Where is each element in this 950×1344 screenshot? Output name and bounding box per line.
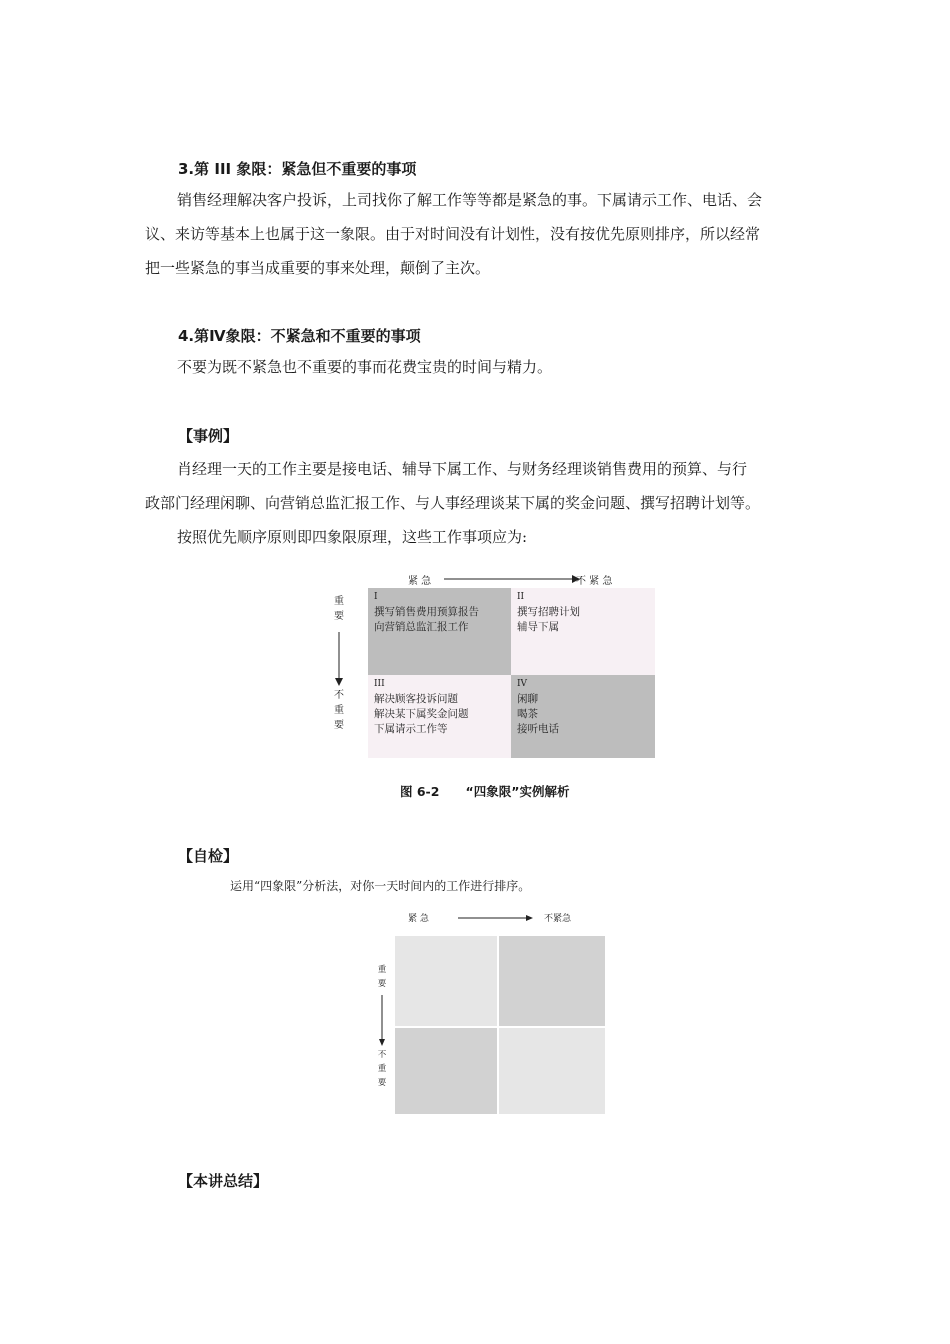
- quadrant-3: [368, 675, 511, 758]
- example-line-3: 按照优先顺序原则即四象限原理，这些工作事项应为:: [177, 528, 528, 546]
- example-body: [145, 452, 825, 554]
- quadrant-4-item: 接听电话: [517, 723, 559, 735]
- blank-quadrant-1: [395, 936, 497, 1026]
- figure-caption: 图 6-2 “四象限”实例解析: [400, 784, 570, 799]
- quadrant-4: [511, 675, 655, 758]
- quadrant-4-item: 喝茶: [517, 708, 538, 720]
- section3-heading: 3.第 III 象限：紧急但不重要的事项: [178, 160, 417, 178]
- horizontal-arrow-2: [456, 913, 536, 923]
- quadrant-1-numeral: I: [374, 592, 378, 602]
- urgent-label-2: 紧 急: [408, 914, 429, 924]
- example-heading: 【事例】: [178, 427, 239, 445]
- horizontal-arrow: [442, 573, 582, 585]
- blank-quadrant-4: [499, 1028, 605, 1114]
- quadrant-3-item: 解决某下属奖金问题: [374, 708, 469, 720]
- section3-line-2: 议、来访等基本上也属于这一象限。由于对时间没有计划性，没有按优先原则排序，所以经常: [145, 225, 761, 243]
- quadrant-2-item: 辅导下属: [517, 621, 559, 633]
- quadrant-1: [368, 588, 511, 675]
- blank-quadrant-3: [395, 1028, 497, 1114]
- quadrant-figure: [330, 570, 660, 765]
- quadrant-3-numeral: III: [374, 679, 385, 689]
- not-urgent-label-2: 不紧急: [544, 914, 572, 924]
- quadrant-1-item: 向营销总监汇报工作: [374, 621, 469, 633]
- section3-line-1: 销售经理解决客户投诉，上司找你了解工作等等都是紧急的事。下属请示工作、电话、会: [177, 191, 763, 209]
- summary-heading: 【本讲总结】: [178, 1172, 269, 1190]
- important-label-2: 重 要: [377, 965, 387, 989]
- blank-quadrant-figure: [370, 905, 610, 1120]
- quadrant-1-item: 撰写销售费用预算报告: [374, 606, 479, 618]
- example-line-1: 肖经理一天的工作主要是接电话、辅导下属工作、与财务经理谈销售费用的预算、与行: [177, 460, 748, 478]
- section4-body: 不要为既不紧急也不重要的事而花费宝贵的时间与精力。: [177, 358, 553, 376]
- example-line-2: 政部门经理闲聊、向营销总监汇报工作、与人事经理谈某下属的奖金问题、撰写招聘计划等。: [145, 494, 761, 512]
- quadrant-4-numeral: IV: [517, 679, 528, 689]
- not-important-label-2: 不 重 要: [377, 1050, 387, 1088]
- quadrant-2-numeral: II: [517, 592, 525, 602]
- vertical-arrow: [333, 630, 345, 688]
- not-urgent-label: 不 紧 急: [576, 576, 613, 587]
- quadrant-2: [511, 588, 655, 675]
- section3-body: [145, 183, 825, 285]
- quadrant-2-item: 撰写招聘计划: [517, 606, 580, 618]
- blank-quadrant-2: [499, 936, 605, 1026]
- vertical-arrow-2: [376, 993, 388, 1049]
- urgent-label: 紧 急: [408, 576, 432, 587]
- quadrant-3-item: 解决顾客投诉问题: [374, 693, 458, 705]
- quadrant-3-item: 下属请示工作等: [374, 723, 448, 735]
- section4-heading: 4.第Ⅳ象限：不紧急和不重要的事项: [178, 327, 421, 345]
- not-important-label: 不 重 要: [334, 690, 344, 731]
- quadrant-4-item: 闲聊: [517, 693, 538, 705]
- selfcheck-heading: 【自检】: [178, 847, 239, 865]
- section3-line-3: 把一些紧急的事当成重要的事来处理，颠倒了主次。: [145, 259, 491, 277]
- important-label: 重 要: [334, 596, 344, 622]
- selfcheck-body: 运用“四象限”分析法，对你一天时间内的工作进行排序。: [230, 879, 531, 893]
